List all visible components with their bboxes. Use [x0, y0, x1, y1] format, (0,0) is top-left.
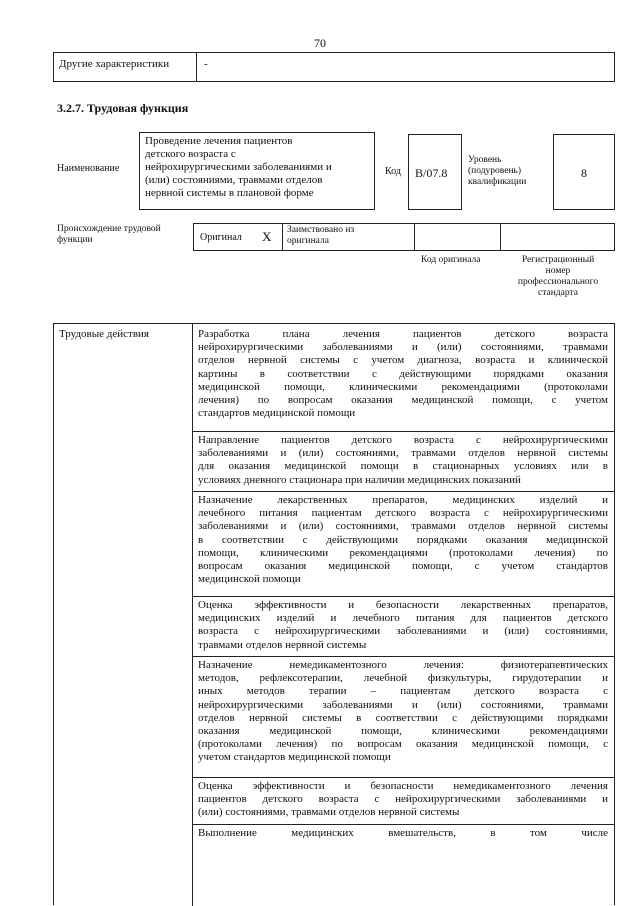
labor-action-line: учетом стандартов медицинской помощи: [198, 751, 391, 764]
function-name-line: нейрохирургическими заболеваниями и: [145, 161, 332, 173]
labor-action-line: Выполнение медицинских вмешательств, в том числе: [198, 827, 608, 839]
level-value-box: [553, 134, 615, 210]
borrowed-label-line: Заимствовано из: [287, 225, 355, 235]
other-characteristics-label: Другие характеристики: [59, 58, 170, 70]
labor-action-item: [198, 659, 608, 765]
origin-label: [57, 224, 161, 246]
labor-action-line: пациентов детского возраста с нейрохирургическими заболеваниями и: [198, 793, 608, 806]
function-name-line: нервной системы в плановой форме: [145, 187, 314, 199]
labor-action-line: заболеваниями и (или) состояниями, травмами отделов нервной системы: [198, 520, 608, 533]
labor-action-line: Направление пациентов детского возраста с нейрохирургическими: [198, 434, 608, 446]
labor-action-line: методов, рефлексотерапии, лечебной физкультуры, гирудотерапии и: [198, 672, 608, 685]
labor-action-line: (или) состояниями, травмами отделов нервной системы: [198, 806, 460, 819]
level-label: [468, 155, 526, 188]
function-name-line: детского возраста с: [145, 148, 236, 160]
labor-action-line: оказания медицинской помощи, клиническими рекомендациями: [198, 725, 608, 738]
labor-action-line: (протоколами лечения) по вопросам оказания медицинской помощи, с: [198, 738, 608, 751]
level-value: 8: [581, 166, 587, 180]
code-value: B/07.8: [415, 166, 448, 180]
other-characteristics-value: -: [204, 58, 208, 70]
code-value-box: [408, 134, 462, 210]
labor-action-line: вопросам оказания медицинской помощи, с учетом стандартов: [198, 560, 608, 573]
labor-action-line: Разработка плана лечения пациентов детского возраста: [198, 328, 608, 340]
labor-action-line: иных методов терапии – пациентам детского возраста с: [198, 685, 608, 698]
labor-action-line: Оценка эффективности и безопасности лекарственных препаратов,: [198, 599, 608, 611]
labor-action-line: картины в соответствии с действующими порядками оказания: [198, 367, 608, 380]
labor-actions-table: [53, 323, 615, 905]
labor-action-line: медицинской помощи: [198, 573, 301, 586]
labor-action-line: нейрохирургическими заболеваниями и (или) состояниями, травмами: [198, 698, 608, 711]
labor-action-line: медицинских изделий и лечебного питания для пациентов детского: [198, 612, 608, 625]
origin-label-line: функции: [57, 235, 93, 245]
labor-actions-label: Трудовые действия: [59, 328, 149, 340]
reg-number-line: номер: [545, 266, 571, 276]
code-original-label: Код оригинала: [421, 255, 481, 265]
labor-action-line: медицинской помощи, клиническими рекомендациями (протоколами: [198, 380, 608, 393]
original-label: Оригинал: [200, 232, 242, 243]
labor-action-line: Назначение лекарственных препаратов, медицинских изделий и: [198, 494, 608, 506]
labor-action-item: [198, 599, 608, 652]
name-label: Наименование: [57, 163, 120, 174]
labor-action-item: [198, 827, 608, 840]
labor-action-line: травмами отделов нервной системы: [198, 638, 367, 651]
borrowed-label-line: оригинала: [287, 236, 329, 246]
labor-action-line: нейрохирургическими заболеваниями и (или) состояниями, травмами: [198, 341, 608, 354]
function-name-line: (или) состояниями, травмами отделов: [145, 174, 323, 186]
labor-action-line: отделов нервной системы в соответствии с действующими порядками: [198, 711, 608, 724]
labor-action-line: в соответствии с действующими порядками оказания медицинской: [198, 533, 608, 546]
original-mark: X: [262, 229, 272, 244]
labor-action-item: [198, 780, 608, 820]
labor-action-line: возраста с нейрохирургическими заболеваниями и (или) состояниями,: [198, 625, 608, 638]
borrowed-label: [287, 225, 354, 247]
section-heading: 3.2.7. Трудовая функция: [57, 101, 189, 115]
reg-number-line: стандарта: [538, 288, 578, 298]
labor-action-line: лечебного питания пациентам детского возраста с нейрохирургическими: [198, 507, 608, 520]
level-label-line: Уровень: [468, 155, 502, 165]
labor-action-line: стандартов медицинской помощи: [198, 407, 356, 420]
labor-action-line: Оценка эффективности и безопасности немедикаментозного лечения: [198, 780, 608, 792]
labor-action-line: отделов нервной системы с учетом диагноза, возраста и клинической: [198, 354, 608, 367]
page-number: 70: [314, 36, 326, 50]
origin-table: [193, 223, 615, 251]
reg-number-line: профессионального: [517, 277, 599, 287]
reg-number-label: [502, 255, 614, 299]
other-characteristics-row: [53, 52, 615, 82]
labor-action-line: помощи, клиническими рекомендациями (протоколами лечения) по: [198, 546, 608, 559]
labor-action-line: условиях дневного стационара при наличии медицинских показаний: [198, 473, 521, 486]
level-label-line: квалификации: [468, 177, 527, 187]
labor-action-item: [198, 328, 608, 420]
labor-action-line: лечения) по вопросам оказания медицинской помощи, с учетом: [198, 394, 608, 407]
labor-action-item: [198, 494, 608, 586]
labor-action-line: Назначение немедикаментозного лечения: физиотерапевтических: [198, 659, 608, 671]
origin-label-line: Происхождение трудовой: [57, 224, 161, 234]
labor-action-line: для оказания медицинской помощи в стационарных условиях или в: [198, 460, 608, 473]
function-name-box: [139, 132, 375, 210]
reg-number-line: Регистрационный: [521, 255, 595, 265]
labor-action-line: заболеваниями и (или) состояниями, травмами отделов нервной системы: [198, 447, 608, 460]
function-name-line: Проведение лечения пациентов: [145, 135, 293, 147]
level-label-line: (подуровень): [468, 166, 522, 176]
code-label: Код: [385, 166, 401, 177]
labor-action-item: [198, 434, 608, 487]
